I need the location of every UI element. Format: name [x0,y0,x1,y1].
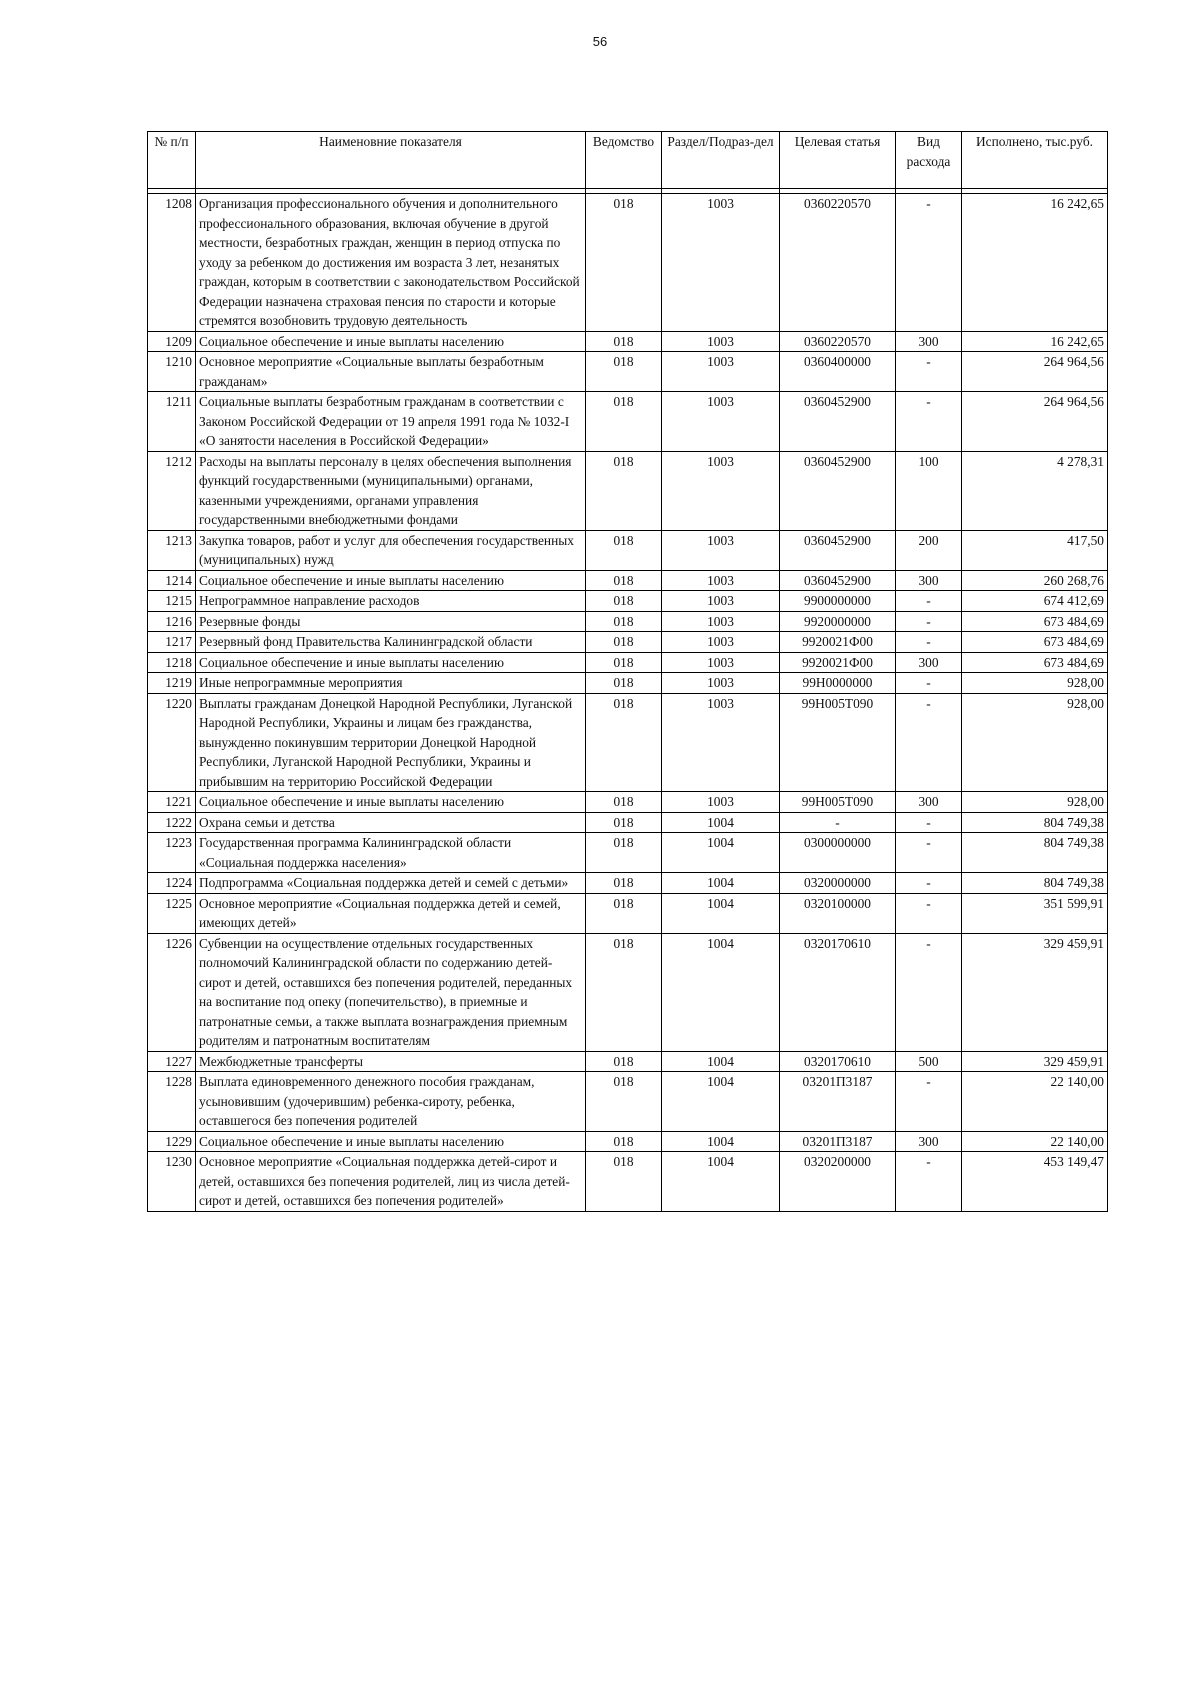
cell-kind: - [896,873,962,894]
cell-name: Расходы на выплаты персоналу в целях обеспечения выполнения функций государственными (муниципальными) органами, казенными учреждениями, органами управления государственными внебюджетными фондами [196,451,586,530]
cell-section: 1004 [662,1072,780,1132]
cell-kind: - [896,1072,962,1132]
cell-kind: - [896,632,962,653]
table-row [148,194,1108,332]
cell-target: 03201П3187 [780,1072,896,1132]
cell-amount: 804 749,38 [962,812,1108,833]
cell-num: 1221 [148,792,196,813]
cell-target: 0320170610 [780,1051,896,1072]
cell-section: 1004 [662,1152,780,1212]
table-row [148,591,1108,612]
table-row [148,673,1108,694]
cell-dept: 018 [586,873,662,894]
cell-dept: 018 [586,611,662,632]
cell-target: 0320170610 [780,933,896,1051]
cell-name: Социальное обеспечение и иные выплаты населению [196,1131,586,1152]
cell-dept: 018 [586,1072,662,1132]
table-row [148,1051,1108,1072]
cell-section: 1003 [662,693,780,792]
cell-target: 0360452900 [780,570,896,591]
cell-section: 1004 [662,812,780,833]
cell-section: 1004 [662,833,780,873]
cell-kind: 300 [896,1131,962,1152]
cell-dept: 018 [586,530,662,570]
cell-amount: 329 459,91 [962,933,1108,1051]
cell-dept: 018 [586,1131,662,1152]
cell-kind: - [896,673,962,694]
cell-name: Закупка товаров, работ и услуг для обеспечения государственных (муниципальных) нужд [196,530,586,570]
cell-kind: 300 [896,331,962,352]
cell-dept: 018 [586,194,662,332]
cell-num: 1218 [148,652,196,673]
table-row [148,812,1108,833]
cell-target: 0360452900 [780,451,896,530]
cell-section: 1003 [662,632,780,653]
cell-name: Выплата единовременного денежного пособия гражданам, усыновившим (удочерившим) ребенка-сироту, ребенка, оставшегося без попечения родителей [196,1072,586,1132]
cell-dept: 018 [586,933,662,1051]
header-dept: Ведомство [586,132,662,189]
cell-target: - [780,812,896,833]
table-row [148,933,1108,1051]
cell-target: 0320000000 [780,873,896,894]
header-num: № п/п [148,132,196,189]
cell-section: 1003 [662,570,780,591]
cell-target: 0320200000 [780,1152,896,1212]
cell-num: 1208 [148,194,196,332]
cell-dept: 018 [586,833,662,873]
cell-kind: - [896,194,962,332]
cell-amount: 260 268,76 [962,570,1108,591]
cell-amount: 351 599,91 [962,893,1108,933]
table-row [148,570,1108,591]
cell-name: Иные непрограммные мероприятия [196,673,586,694]
cell-num: 1220 [148,693,196,792]
cell-section: 1003 [662,792,780,813]
cell-num: 1209 [148,331,196,352]
cell-name: Выплаты гражданам Донецкой Народной Республики, Луганской Народной Республики, Украины и лицам без гражданства, вынужденно покинувшим территории Донецкой Народной Республики, Луганской Народной Республики, Украины и прибывшим на территорию Российской Федерации [196,693,586,792]
cell-name: Основное мероприятие «Социальные выплаты безработным гражданам» [196,352,586,392]
cell-name: Основное мероприятие «Социальная поддержка детей-сирот и детей, оставшихся без попечения родителей, лиц из числа детей-сирот и детей, оставшихся без попечения родителей» [196,1152,586,1212]
table-row [148,611,1108,632]
cell-target: 03201П3187 [780,1131,896,1152]
cell-num: 1227 [148,1051,196,1072]
header-name: Наименовние показателя [196,132,586,189]
cell-amount: 453 149,47 [962,1152,1108,1212]
cell-target: 99Н0000000 [780,673,896,694]
cell-dept: 018 [586,1152,662,1212]
cell-name: Социальные выплаты безработным гражданам в соответствии с Законом Российской Федерации от 19 апреля 1991 года № 1032-I «О занятости населения в Российской Федерации» [196,392,586,452]
cell-amount: 928,00 [962,673,1108,694]
budget-table [147,131,1108,1212]
cell-name: Межбюджетные трансферты [196,1051,586,1072]
header-target: Целевая статья [780,132,896,189]
cell-target: 0360452900 [780,392,896,452]
table-row [148,451,1108,530]
cell-target: 0360220570 [780,194,896,332]
cell-dept: 018 [586,812,662,833]
cell-num: 1217 [148,632,196,653]
cell-kind: 300 [896,792,962,813]
cell-kind: - [896,1152,962,1212]
cell-kind: 300 [896,570,962,591]
cell-amount: 804 749,38 [962,833,1108,873]
cell-target: 0320100000 [780,893,896,933]
cell-amount: 16 242,65 [962,331,1108,352]
cell-num: 1219 [148,673,196,694]
cell-target: 9900000000 [780,591,896,612]
cell-num: 1223 [148,833,196,873]
cell-amount: 928,00 [962,792,1108,813]
cell-dept: 018 [586,392,662,452]
table-row [148,1131,1108,1152]
cell-kind: - [896,611,962,632]
cell-name: Социальное обеспечение и иные выплаты населению [196,792,586,813]
cell-kind: - [896,352,962,392]
cell-amount: 264 964,56 [962,392,1108,452]
cell-num: 1212 [148,451,196,530]
cell-amount: 673 484,69 [962,611,1108,632]
cell-kind: - [896,812,962,833]
cell-dept: 018 [586,451,662,530]
header-section: Раздел/Подраз-дел [662,132,780,189]
cell-kind: 300 [896,652,962,673]
cell-section: 1004 [662,1051,780,1072]
table-row [148,530,1108,570]
table-row [148,693,1108,792]
cell-dept: 018 [586,693,662,792]
cell-name: Охрана семьи и детства [196,812,586,833]
table-row [148,392,1108,452]
table-row [148,1072,1108,1132]
cell-section: 1003 [662,331,780,352]
cell-target: 0360400000 [780,352,896,392]
cell-num: 1226 [148,933,196,1051]
cell-amount: 16 242,65 [962,194,1108,332]
cell-name: Непрограммное направление расходов [196,591,586,612]
table-row [148,833,1108,873]
cell-num: 1228 [148,1072,196,1132]
cell-name: Подпрограмма «Социальная поддержка детей и семей с детьми» [196,873,586,894]
cell-section: 1003 [662,611,780,632]
cell-name: Резервный фонд Правительства Калининградской области [196,632,586,653]
page-number: 56 [592,34,608,49]
cell-section: 1004 [662,893,780,933]
cell-section: 1003 [662,530,780,570]
cell-section: 1003 [662,591,780,612]
cell-amount: 928,00 [962,693,1108,792]
cell-num: 1216 [148,611,196,632]
cell-amount: 4 278,31 [962,451,1108,530]
cell-kind: - [896,591,962,612]
table-row [148,352,1108,392]
cell-target: 0360452900 [780,530,896,570]
cell-section: 1003 [662,352,780,392]
cell-amount: 264 964,56 [962,352,1108,392]
cell-name: Государственная программа Калининградской области «Социальная поддержка населения» [196,833,586,873]
table-row [148,1152,1108,1212]
cell-target: 0360220570 [780,331,896,352]
cell-name: Социальное обеспечение и иные выплаты населению [196,570,586,591]
cell-num: 1215 [148,591,196,612]
cell-dept: 018 [586,673,662,694]
cell-num: 1211 [148,392,196,452]
cell-name: Субвенции на осуществление отдельных государственных полномочий Калининградской области по содержанию детей-сирот и детей, оставшихся без попечения родителей, переданных на воспитание под опеку (попечительство), в приемные и патронатные семьи, а также выплата вознаграждения приемным родителям и патронатным воспитателям [196,933,586,1051]
cell-dept: 018 [586,792,662,813]
cell-kind: - [896,693,962,792]
cell-amount: 673 484,69 [962,652,1108,673]
cell-dept: 018 [586,591,662,612]
table-row [148,893,1108,933]
cell-section: 1004 [662,1131,780,1152]
cell-section: 1004 [662,873,780,894]
cell-dept: 018 [586,331,662,352]
cell-target: 9920021Ф00 [780,632,896,653]
cell-section: 1004 [662,933,780,1051]
cell-dept: 018 [586,652,662,673]
cell-num: 1230 [148,1152,196,1212]
cell-num: 1214 [148,570,196,591]
cell-dept: 018 [586,632,662,653]
cell-name: Резервные фонды [196,611,586,632]
cell-amount: 804 749,38 [962,873,1108,894]
table-row [148,632,1108,653]
cell-section: 1003 [662,194,780,332]
cell-target: 99Н005Т090 [780,693,896,792]
cell-amount: 329 459,91 [962,1051,1108,1072]
cell-section: 1003 [662,392,780,452]
table-row [148,873,1108,894]
cell-kind: - [896,392,962,452]
cell-section: 1003 [662,652,780,673]
cell-dept: 018 [586,893,662,933]
cell-name: Социальное обеспечение и иные выплаты населению [196,331,586,352]
cell-target: 0300000000 [780,833,896,873]
cell-num: 1224 [148,873,196,894]
cell-section: 1003 [662,673,780,694]
cell-section: 1003 [662,451,780,530]
cell-kind: 500 [896,1051,962,1072]
cell-num: 1213 [148,530,196,570]
cell-target: 99Н005Т090 [780,792,896,813]
cell-num: 1229 [148,1131,196,1152]
cell-kind: - [896,833,962,873]
cell-kind: - [896,893,962,933]
cell-target: 9920021Ф00 [780,652,896,673]
cell-name: Организация профессионального обучения и дополнительного профессионального образования, включая обучение в другой местности, безработных граждан, женщин в период отпуска по уходу за ребенком до достижения им возраста 3 лет, незанятых граждан, которым в соответствии с законодательством Российской Федерации назначена страховая пенсия по старости и которые стремятся возобновить трудовую деятельность [196,194,586,332]
cell-amount: 417,50 [962,530,1108,570]
cell-num: 1210 [148,352,196,392]
cell-dept: 018 [586,352,662,392]
cell-kind: - [896,933,962,1051]
cell-dept: 018 [586,570,662,591]
cell-target: 9920000000 [780,611,896,632]
cell-name: Социальное обеспечение и иные выплаты населению [196,652,586,673]
cell-amount: 22 140,00 [962,1072,1108,1132]
cell-amount: 22 140,00 [962,1131,1108,1152]
header-kind: Вид расхода [896,132,962,189]
cell-amount: 673 484,69 [962,632,1108,653]
cell-dept: 018 [586,1051,662,1072]
cell-name: Основное мероприятие «Социальная поддержка детей и семей, имеющих детей» [196,893,586,933]
table-row [148,652,1108,673]
table-body [148,189,1108,1212]
table-row [148,792,1108,813]
header-amount: Исполнено, тыс.руб. [962,132,1108,189]
table-row [148,331,1108,352]
cell-kind: 200 [896,530,962,570]
cell-amount: 674 412,69 [962,591,1108,612]
table-header-row [148,132,1108,189]
cell-kind: 100 [896,451,962,530]
cell-num: 1225 [148,893,196,933]
cell-num: 1222 [148,812,196,833]
